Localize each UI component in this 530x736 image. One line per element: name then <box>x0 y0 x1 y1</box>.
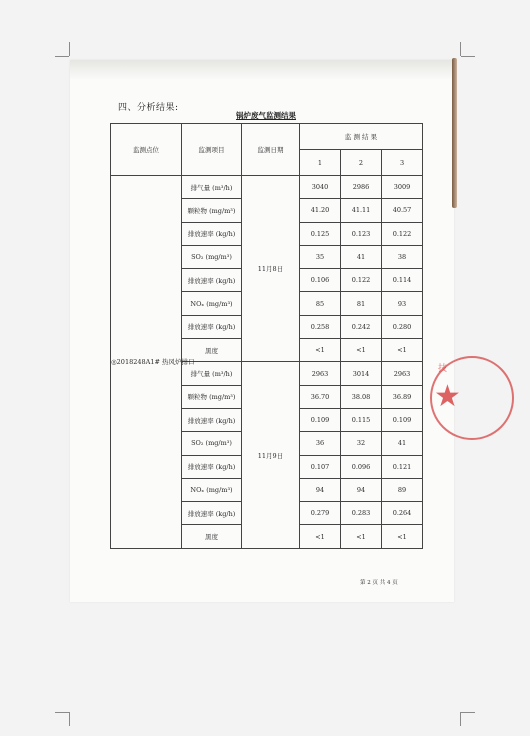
date-cell: 11月8日 <box>242 176 300 362</box>
value-cell-run-1: 35 <box>300 245 341 268</box>
value-cell-run-1: 3040 <box>300 176 341 199</box>
page-number: 第 2 页 共 4 页 <box>360 580 398 586</box>
results-table <box>110 123 423 549</box>
item-cell: 排放速率 (kg/h) <box>182 408 242 431</box>
header-results: 监 测 结 果 <box>300 124 423 150</box>
value-cell-run-1: 36 <box>300 432 341 455</box>
crop-mark <box>460 712 461 726</box>
crop-mark <box>55 712 69 713</box>
header-run-2: 2 <box>341 150 382 176</box>
value-cell-run-3: <1 <box>382 339 423 362</box>
value-cell-run-2: 38.08 <box>341 385 382 408</box>
header-row <box>111 124 423 150</box>
value-cell-run-1: 0.258 <box>300 315 341 338</box>
item-cell: 排气量 (m³/h) <box>182 362 242 385</box>
value-cell-run-2: <1 <box>341 525 382 548</box>
crop-mark <box>461 712 475 713</box>
header-item: 监测项目 <box>182 124 242 176</box>
crop-mark <box>69 712 70 726</box>
value-cell-run-3: 2963 <box>382 362 423 385</box>
value-cell-run-1: 0.125 <box>300 222 341 245</box>
value-cell-run-3: 0.264 <box>382 502 423 525</box>
value-cell-run-2: 0.096 <box>341 455 382 478</box>
crop-mark <box>69 42 70 56</box>
value-cell-run-2: 41.11 <box>341 199 382 222</box>
page-shadow <box>70 60 454 80</box>
value-cell-run-3: <1 <box>382 525 423 548</box>
crop-mark <box>55 56 69 57</box>
header-date: 监测日期 <box>242 124 300 176</box>
value-cell-run-2: 0.115 <box>341 408 382 431</box>
table-row <box>111 176 423 199</box>
value-cell-run-1: 2963 <box>300 362 341 385</box>
header-location: 监测点位 <box>111 124 182 176</box>
table-title-text: 锅炉废气监测结果 <box>236 111 296 120</box>
crop-mark <box>461 56 475 57</box>
value-cell-run-3: 0.109 <box>382 408 423 431</box>
item-cell: 排放速率 (kg/h) <box>182 222 242 245</box>
binder-edge <box>452 58 457 208</box>
item-cell: SO₂ (mg/m³) <box>182 245 242 268</box>
item-cell: 排放速率 (kg/h) <box>182 502 242 525</box>
value-cell-run-3: 0.280 <box>382 315 423 338</box>
value-cell-run-2: <1 <box>341 339 382 362</box>
section-title: 四、分析结果: <box>118 103 179 113</box>
value-cell-run-3: 3009 <box>382 176 423 199</box>
value-cell-run-1: 94 <box>300 478 341 501</box>
item-cell: 排放速率 (kg/h) <box>182 455 242 478</box>
stamp-text: 技 <box>438 364 448 374</box>
item-cell: 排放速率 (kg/h) <box>182 315 242 338</box>
value-cell-run-3: 93 <box>382 292 423 315</box>
value-cell-run-1: <1 <box>300 525 341 548</box>
value-cell-run-2: 3014 <box>341 362 382 385</box>
value-cell-run-2: 81 <box>341 292 382 315</box>
value-cell-run-3: 41 <box>382 432 423 455</box>
crop-mark <box>460 42 461 56</box>
value-cell-run-2: 0.123 <box>341 222 382 245</box>
item-cell: 排气量 (m³/h) <box>182 176 242 199</box>
header-run-1: 1 <box>300 150 341 176</box>
value-cell-run-3: 40.57 <box>382 199 423 222</box>
value-cell-run-1: 85 <box>300 292 341 315</box>
item-cell: 黑度 <box>182 339 242 362</box>
value-cell-run-2: 0.122 <box>341 269 382 292</box>
value-cell-run-2: 41 <box>341 245 382 268</box>
item-cell: NOₓ (mg/m³) <box>182 478 242 501</box>
value-cell-run-2: 0.283 <box>341 502 382 525</box>
value-cell-run-2: 2986 <box>341 176 382 199</box>
header-run-3: 3 <box>382 150 423 176</box>
item-cell: SO₂ (mg/m³) <box>182 432 242 455</box>
value-cell-run-1: 0.109 <box>300 408 341 431</box>
value-cell-run-1: 0.107 <box>300 455 341 478</box>
item-cell: 黑度 <box>182 525 242 548</box>
item-cell: 排放速率 (kg/h) <box>182 269 242 292</box>
value-cell-run-1: 36.70 <box>300 385 341 408</box>
item-cell: NOₓ (mg/m³) <box>182 292 242 315</box>
stamp-star-icon: ★ <box>434 379 461 414</box>
red-seal-stamp <box>430 356 472 442</box>
value-cell-run-1: 0.106 <box>300 269 341 292</box>
value-cell-run-3: 89 <box>382 478 423 501</box>
value-cell-run-3: 36.89 <box>382 385 423 408</box>
value-cell-run-3: 0.114 <box>382 269 423 292</box>
value-cell-run-3: 38 <box>382 245 423 268</box>
item-cell: 颗粒物 (mg/m³) <box>182 385 242 408</box>
value-cell-run-2: 0.242 <box>341 315 382 338</box>
value-cell-run-1: 0.279 <box>300 502 341 525</box>
value-cell-run-3: 0.122 <box>382 222 423 245</box>
date-cell: 11月9日 <box>242 362 300 548</box>
item-cell: 颗粒物 (mg/m³) <box>182 199 242 222</box>
value-cell-run-3: 0.121 <box>382 455 423 478</box>
value-cell-run-1: <1 <box>300 339 341 362</box>
value-cell-run-2: 32 <box>341 432 382 455</box>
location-cell: ◎2018248A1# 热风炉排口 <box>111 176 182 549</box>
value-cell-run-1: 41.20 <box>300 199 341 222</box>
table-title <box>110 110 422 121</box>
value-cell-run-2: 94 <box>341 478 382 501</box>
